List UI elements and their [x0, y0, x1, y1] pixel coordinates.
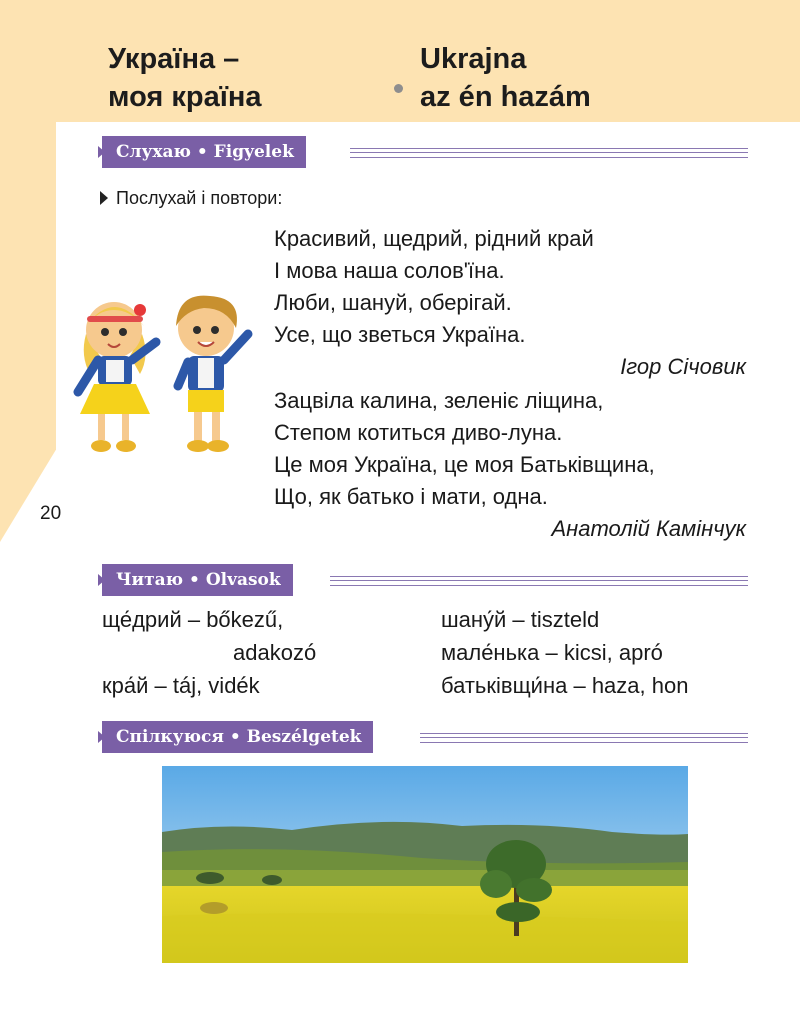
poem-author: Ігор Січовик	[620, 354, 746, 379]
poem-line: Це моя Україна, це моя Батьківщина,	[274, 452, 655, 477]
section-rule	[330, 576, 748, 586]
vocab-right-3: батьківщи́на – haza, hon	[441, 673, 689, 698]
girl-figure	[78, 302, 156, 452]
section-rule	[420, 733, 748, 743]
section-label-listen: Слухаю • Figyelek	[102, 136, 306, 168]
section-header-listen	[98, 136, 748, 168]
side-band	[0, 122, 56, 542]
section-label-read: Читаю • Olvasok	[102, 564, 293, 596]
section-header-read	[98, 564, 748, 596]
vocab-left-2: adakozó	[233, 640, 317, 665]
landscape-photo	[162, 766, 688, 963]
poem-author: Анатолій Камінчук	[551, 516, 746, 541]
poem-line: І мова наша солов'їна.	[274, 258, 505, 283]
vocab-right-2: мале́нька – kicsi, apró	[441, 640, 663, 665]
poem-line: Що, як батько і мати, одна.	[274, 484, 548, 509]
poem-line: Люби, шануй, оберігай.	[274, 290, 512, 315]
poem-line: Красивий, щедрий, рідний край	[274, 226, 594, 251]
poem-line: Степом котиться диво-луна.	[274, 420, 563, 445]
title-hungarian	[420, 40, 591, 116]
poem-line: Усе, що зветься Україна.	[274, 322, 526, 347]
instruction	[100, 188, 282, 209]
poem-2	[274, 385, 746, 545]
vocab-right-1: шану́й – tiszteld	[441, 607, 600, 632]
title-hu-line-1: Ukrajna	[420, 43, 527, 75]
poem-1	[274, 223, 746, 383]
section-header-talk	[98, 721, 748, 753]
title-uk-line-1: Україна –	[108, 43, 240, 75]
poem-line: Зацвіла калина, зеленіє ліщина,	[274, 388, 604, 413]
page-number: 20	[40, 503, 62, 524]
vocab-left-1: ще́дрий – bőkezű,	[102, 607, 284, 632]
boy-figure	[176, 296, 248, 452]
title-ukrainian	[108, 40, 262, 116]
title-hu-line-2: az én hazám	[420, 81, 591, 113]
section-label-talk: Спілкуюся • Beszélgetek	[102, 721, 373, 753]
title-separator-dot	[394, 84, 403, 93]
title-uk-line-2: моя країна	[108, 81, 262, 113]
children-illustration	[70, 286, 266, 462]
section-rule	[350, 148, 748, 158]
play-icon	[100, 191, 108, 205]
vocab-left-3: кра́й – táj, vidék	[102, 673, 260, 698]
instruction-text: Послухай і повтори:	[116, 188, 283, 208]
